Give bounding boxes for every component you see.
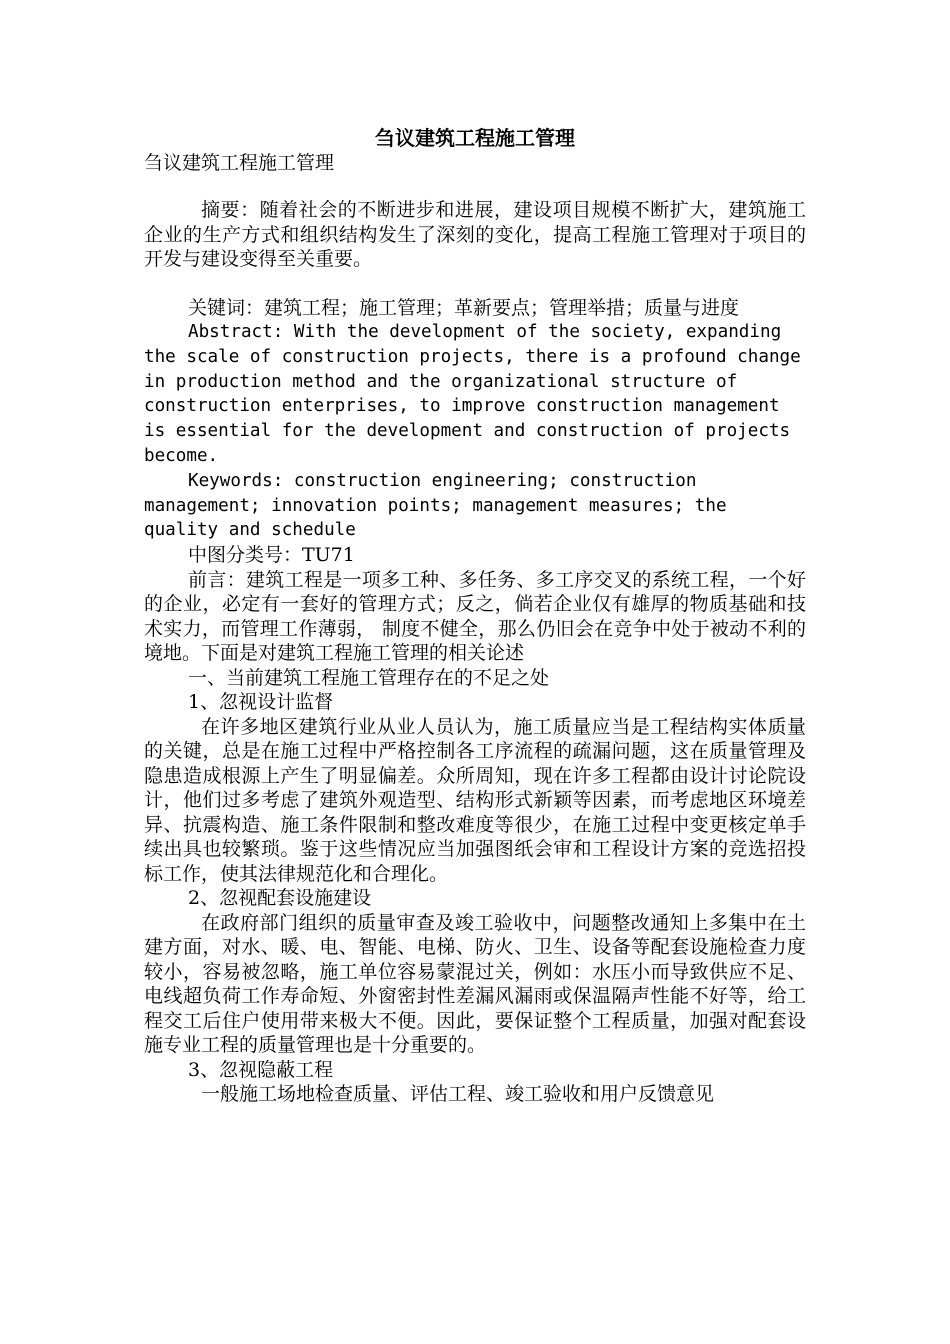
document-title: 刍议建筑工程施工管理 xyxy=(375,126,575,150)
keywords-cn: 关键词：建筑工程；施工管理；革新要点；管理举措；质量与进度 xyxy=(188,296,740,319)
paragraph: 在许多地区建筑行业从业人员认为，施工质量应当是工程结构实体质量的关键，总是在施工过程中严格控制各工序流程的疏漏问题，这在质量管理及隐患造成根源上产生了明显偏差。众所周知，现在许多工程都由设计讨论院设计，他们过多考虑了建筑外观造型、结构形式新颖等因素，而考虑地区环境差异、抗震构造、施工条件限制和整改难度等很少，在施工过程中变更核定单手续出具也较繁琐。鉴于这些情况应当加强图纸会审和工程设计方案的竞选招投标工作，使其法律规范化和合理化。 xyxy=(144,715,806,885)
section-heading: 一、当前建筑工程施工管理存在的不足之处 xyxy=(188,666,550,689)
document-subtitle: 刍议建筑工程施工管理 xyxy=(144,152,335,174)
preface: 前言：建筑工程是一项多工种、多任务、多工序交叉的系统工程，一个好的企业，必定有一套好的管理方式；反之，倘若企业仅有雄厚的物质基础和技术实力，而管理工作薄弱， 制度不健全，那么仍旧会在竞争中处于被动不利的境地。下面是对建筑工程施工管理的相关论述 xyxy=(144,568,806,665)
keywords-en: Keywords: construction engineering; construction management; innovation points; management measures; the quality and schedule xyxy=(144,470,727,541)
document-body xyxy=(144,198,806,1107)
abstract-en: Abstract: With the development of the society, expanding the scale of construction projects, there is a profound change in production method and the organizational structure of construction enterprises, to improve construction management is essential for the development and construction of projects become. xyxy=(144,322,801,466)
spacer xyxy=(144,272,806,296)
paragraph: 在政府部门组织的质量审查及竣工验收中，问题整改通知上多集中在土建方面，对水、暖、电、智能、电梯、防火、卫生、设备等配套设施检查力度较小，容易被忽略，施工单位容易蒙混过关，例如：水压小而导致供应不足、电线超负荷工作寿命短、外窗密封性差漏风漏雨或保温隔声性能不好等，给工程交工后住户使用带来极大不便。因此，要保证整个工程质量，加强对配套设施专业工程的质量管理也是十分重要的。 xyxy=(144,911,806,1057)
paragraph: 一般施工场地检查质量、评估工程、竣工验收和用户反馈意见 xyxy=(201,1083,715,1106)
abstract-cn: 摘要：随着社会的不断进步和进展，建设项目规模不断扩大，建筑施工企业的生产方式和组织结构发生了深刻的变化，提高工程施工管理对于项目的开发与建设变得至关重要。 xyxy=(144,199,806,270)
subsection-heading: 1、忽视设计监督 xyxy=(188,691,334,714)
subsection-heading: 3、忽视隐蔽工程 xyxy=(188,1058,334,1081)
subsection-heading: 2、忽视配套设施建设 xyxy=(188,887,372,910)
classification-number: 中图分类号：TU71 xyxy=(188,544,355,567)
